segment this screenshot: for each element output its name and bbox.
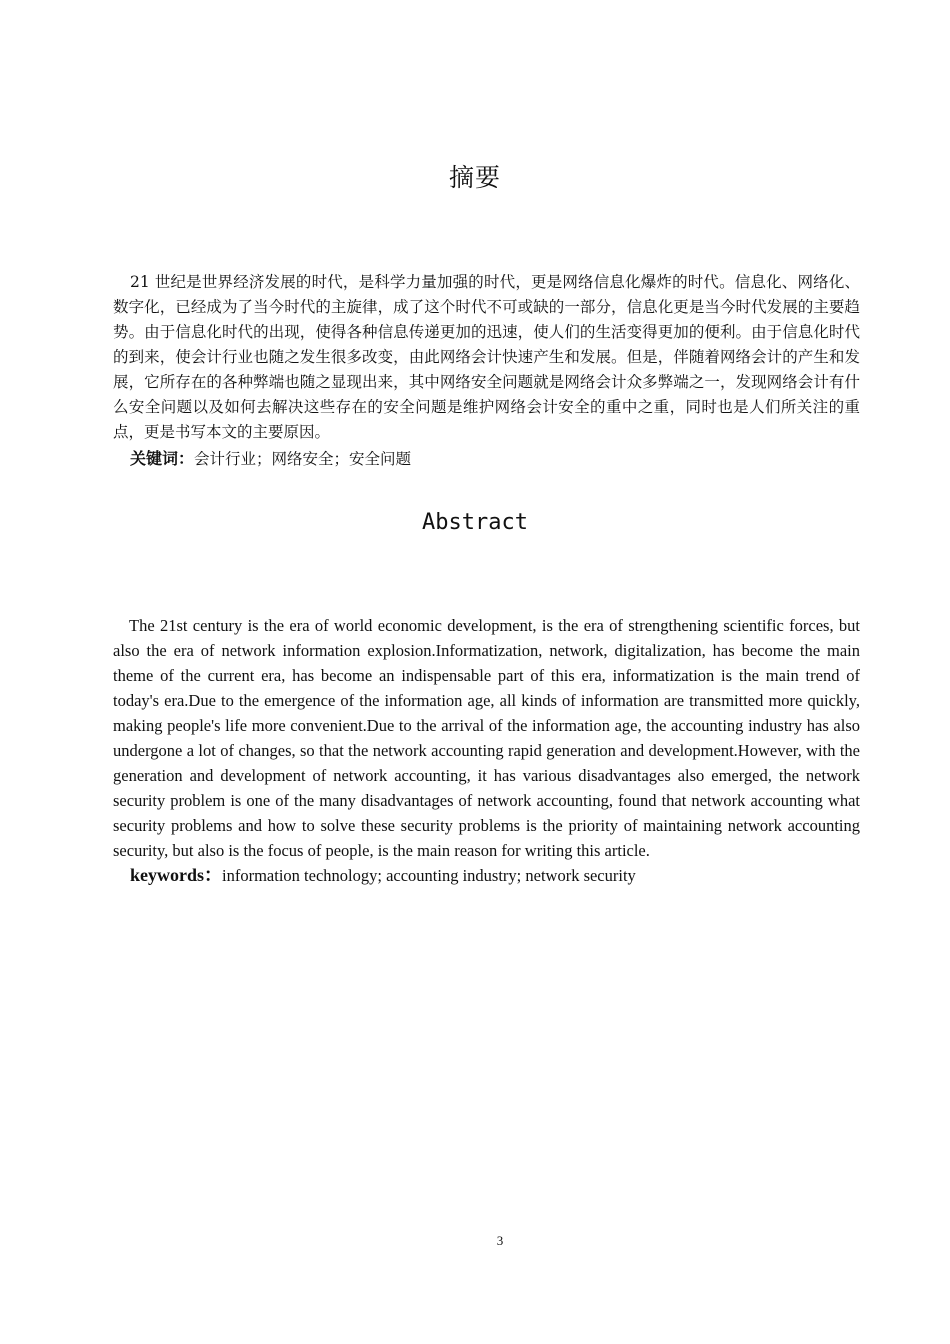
english-abstract-title: Abstract bbox=[422, 510, 528, 535]
chinese-keywords-line bbox=[130, 446, 411, 472]
page-number: 3 bbox=[496, 1233, 504, 1248]
chinese-abstract-title: 摘要 bbox=[448, 163, 501, 192]
chinese-keywords-label: 关键词： bbox=[130, 449, 195, 468]
english-keywords-text: information technology; accounting industry; network security bbox=[222, 866, 636, 885]
chinese-keywords-text: 会计行业；网络安全；安全问题 bbox=[194, 450, 412, 468]
english-keywords-label: keywords： bbox=[130, 865, 223, 885]
chinese-abstract-body: 21 世纪是世界经济发展的时代，是科学力量加强的时代，更是网络信息化爆炸的时代。信息化、网络化、数字化，已经成为了当今时代的主旋律，成了这个时代不可或缺的一部分，信息化更是当今时代发展的主要趋势。由于信息化时代的出现，使得各种信息传递更加的迅速，使人们的生活变得更加的便利。由于信息化时代的到来，使会计行业也随之发生很多改变，由此网络会计快速产生和发展。但是，伴随着网络会计的产生和发展，它所存在的各种弊端也随之显现出来，其中网络安全问题就是网络会计众多弊端之一，发现网络会计有什么安全问题以及如何去解决这些存在的安全问题是维护网络会计安全的重中之重，同时也是人们所关注的重点，更是书写本文的主要原因。 bbox=[113, 273, 860, 441]
english-keywords-line bbox=[130, 863, 636, 888]
english-abstract-body: The 21st century is the era of world economic development, is the era of strengthening scientific forces, but also the era of network information explosion.Informatization, network, digitalization, has become the main theme of the current era, has become an indispensable part of this era, informatization is the main trend of today's era.Due to the emergence of the information age, all kinds of information are transmitted more quickly, making people's life more convenient.Due to the arrival of the information age, the accounting industry has also undergone a lot of changes, so that the network accounting rapid generation and development.However, with the generation and development of network accounting, it has various disadvantages also emerged, the network security problem is one of the many disadvantages of network accounting, found that network accounting what security problems and how to solve these security problems is the priority of maintaining network accounting security, but also is the focus of people, is the main reason for writing this article. bbox=[113, 616, 860, 860]
